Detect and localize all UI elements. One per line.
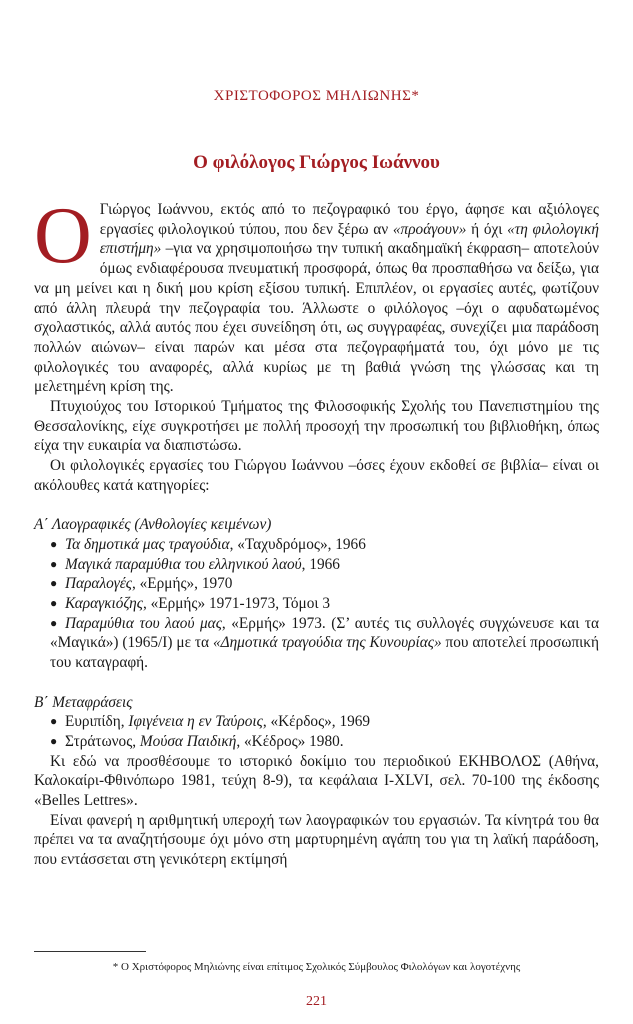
section-heading-translations: Β΄ Μεταφράσεις [34,693,133,711]
paragraph-works-intro: Οι φιλολογικές εργασίες του Γιώργου Ιωάννου –όσες έχουν εκδοθεί σε βιβλία– είναι οι ακόλουθες κατά κατηγορίες: [34,457,599,494]
paragraph-essay: Κι εδώ να προσθέσουμε το ιστορικό δοκίμιο του περιοδικού ΕΚΗΒΟΛΟΣ (Αθήνα, Καλοκαίρι-Φθινόπωρο 1981, τεύχη 8-9), τα κεφάλαια Ι-XLVI, σελ. 70-100 της έκδοσης «Belles Lettres». [34,752,599,810]
list-item: ● Τα δημοτικά μας τραγούδια, «Ταχυδρόμος», 1966 [50,535,599,555]
list-item: ● Καραγκιόζης, «Ερμής» 1971-1973, Τόμοι 3 [50,594,599,614]
article-body [34,192,599,870]
paragraph-education: Πτυχιούχος του Ιστορικού Τμήματος της Φιλοσοφικής Σχολής του Πανεπιστημίου της Θεσσαλονίκης, είχε συγκροτήσει με πολλή προσοχή την προσωπική του βιβλιοθήκη, όπως είχα την ευκαιρία να διαπιστώσω. [34,398,599,455]
list-item: ● Μαγικά παραμύθια του ελληνικού λαού, 1966 [50,555,599,575]
page-number: 221 [306,994,327,1009]
footnote-divider [34,951,146,952]
list-item: ● Ευριπίδη, Ιφιγένεια η εν Ταύροις, «Κέρδος», 1969 [50,712,599,732]
list-item: ● Παραλογές, «Ερμής», 1970 [50,574,599,594]
intro-paragraph: Ο Γιώργος Ιωάννου, εκτός από το πεζογραφικό του έργο, άφησε και αξιόλογες εργασίες φιλολογικού τύπου, που δεν ξέρω αν «προάγουν» ή όχι «τη φιλολογική επιστήμη» –για να χρησιμοποιήσω την τυπική ακαδημαϊκή έκφραση– αποτελούν όμως ενδιαφέρουσα πνευματική προσφορά, όπως θα προσπαθήσω να δείξω, για να μη μείνει και η δική μου κρίση εξίσου τυπική. Επιπλέον, οι εργασίες αυτές, φωτίζουν από άλλη πλευρά την πεζογραφία του. Άλλωστε ο φιλόλογος –όχι ο αφυδατωμένος σχολαστικός, αλλά αυτός που έχει συνείδηση ότι, ως συγγραφέας, συνεχίζει μια παράδοση πολλών αιώνων– είναι παρών και μέσα στα πεζογραφήματά του, όχι μόνο με τις φιλολογικές του αναφορές, αλλά κυρίως με τη βαθιά γνώση της γλώσσας και τη μελετημένη κρίση της. [34,192,599,396]
list-item-last: ● Παραμύθια του λαού μας, «Ερμής» 1973. (Σ’ αυτές τις συλλογές συγχώνευσε και τα «Μαγικά») (1965/Ι) με τα «Δημοτικά τραγούδια της Κυνουρίας» που αποτελεί προσωπική του καταγραφή. [50,614,599,672]
article-author: ΧΡΙΣΤΟΦΟΡΟΣ ΜΗΛΙΩΝΗΣ* [213,88,420,104]
list-item: ● Στράτωνος, Μούσα Παιδική, «Κέδρος» 1980. [50,732,599,752]
section-heading-folklore: Α΄ Λαογραφικές (Ανθολογίες κειμένων) [34,516,272,534]
translations-list [34,712,599,751]
article-title: Ο φιλόλογος Γιώργος Ιωάννου [193,152,440,173]
folklore-list [34,535,599,614]
footnote: * Ο Χριστόφορος Μηλιώνης είναι επίτιμος Σχολικός Σύμβουλος Φιλολόγων και λογοτέχνης [112,961,521,973]
drop-cap: Ο [34,192,92,280]
paragraph-conclusion: Είναι φανερή η αριθμητική υπεροχή των λαογραφικών του εργασιών. Τα κίνητρά του θα πρέπει να τα αναζητήσουμε όχι μόνο στη μαρτυρημένη αγάπη του για τη λαϊκή παράδοση, που εντάσσεται στη γενικότερη εκτίμησή [34,811,599,869]
